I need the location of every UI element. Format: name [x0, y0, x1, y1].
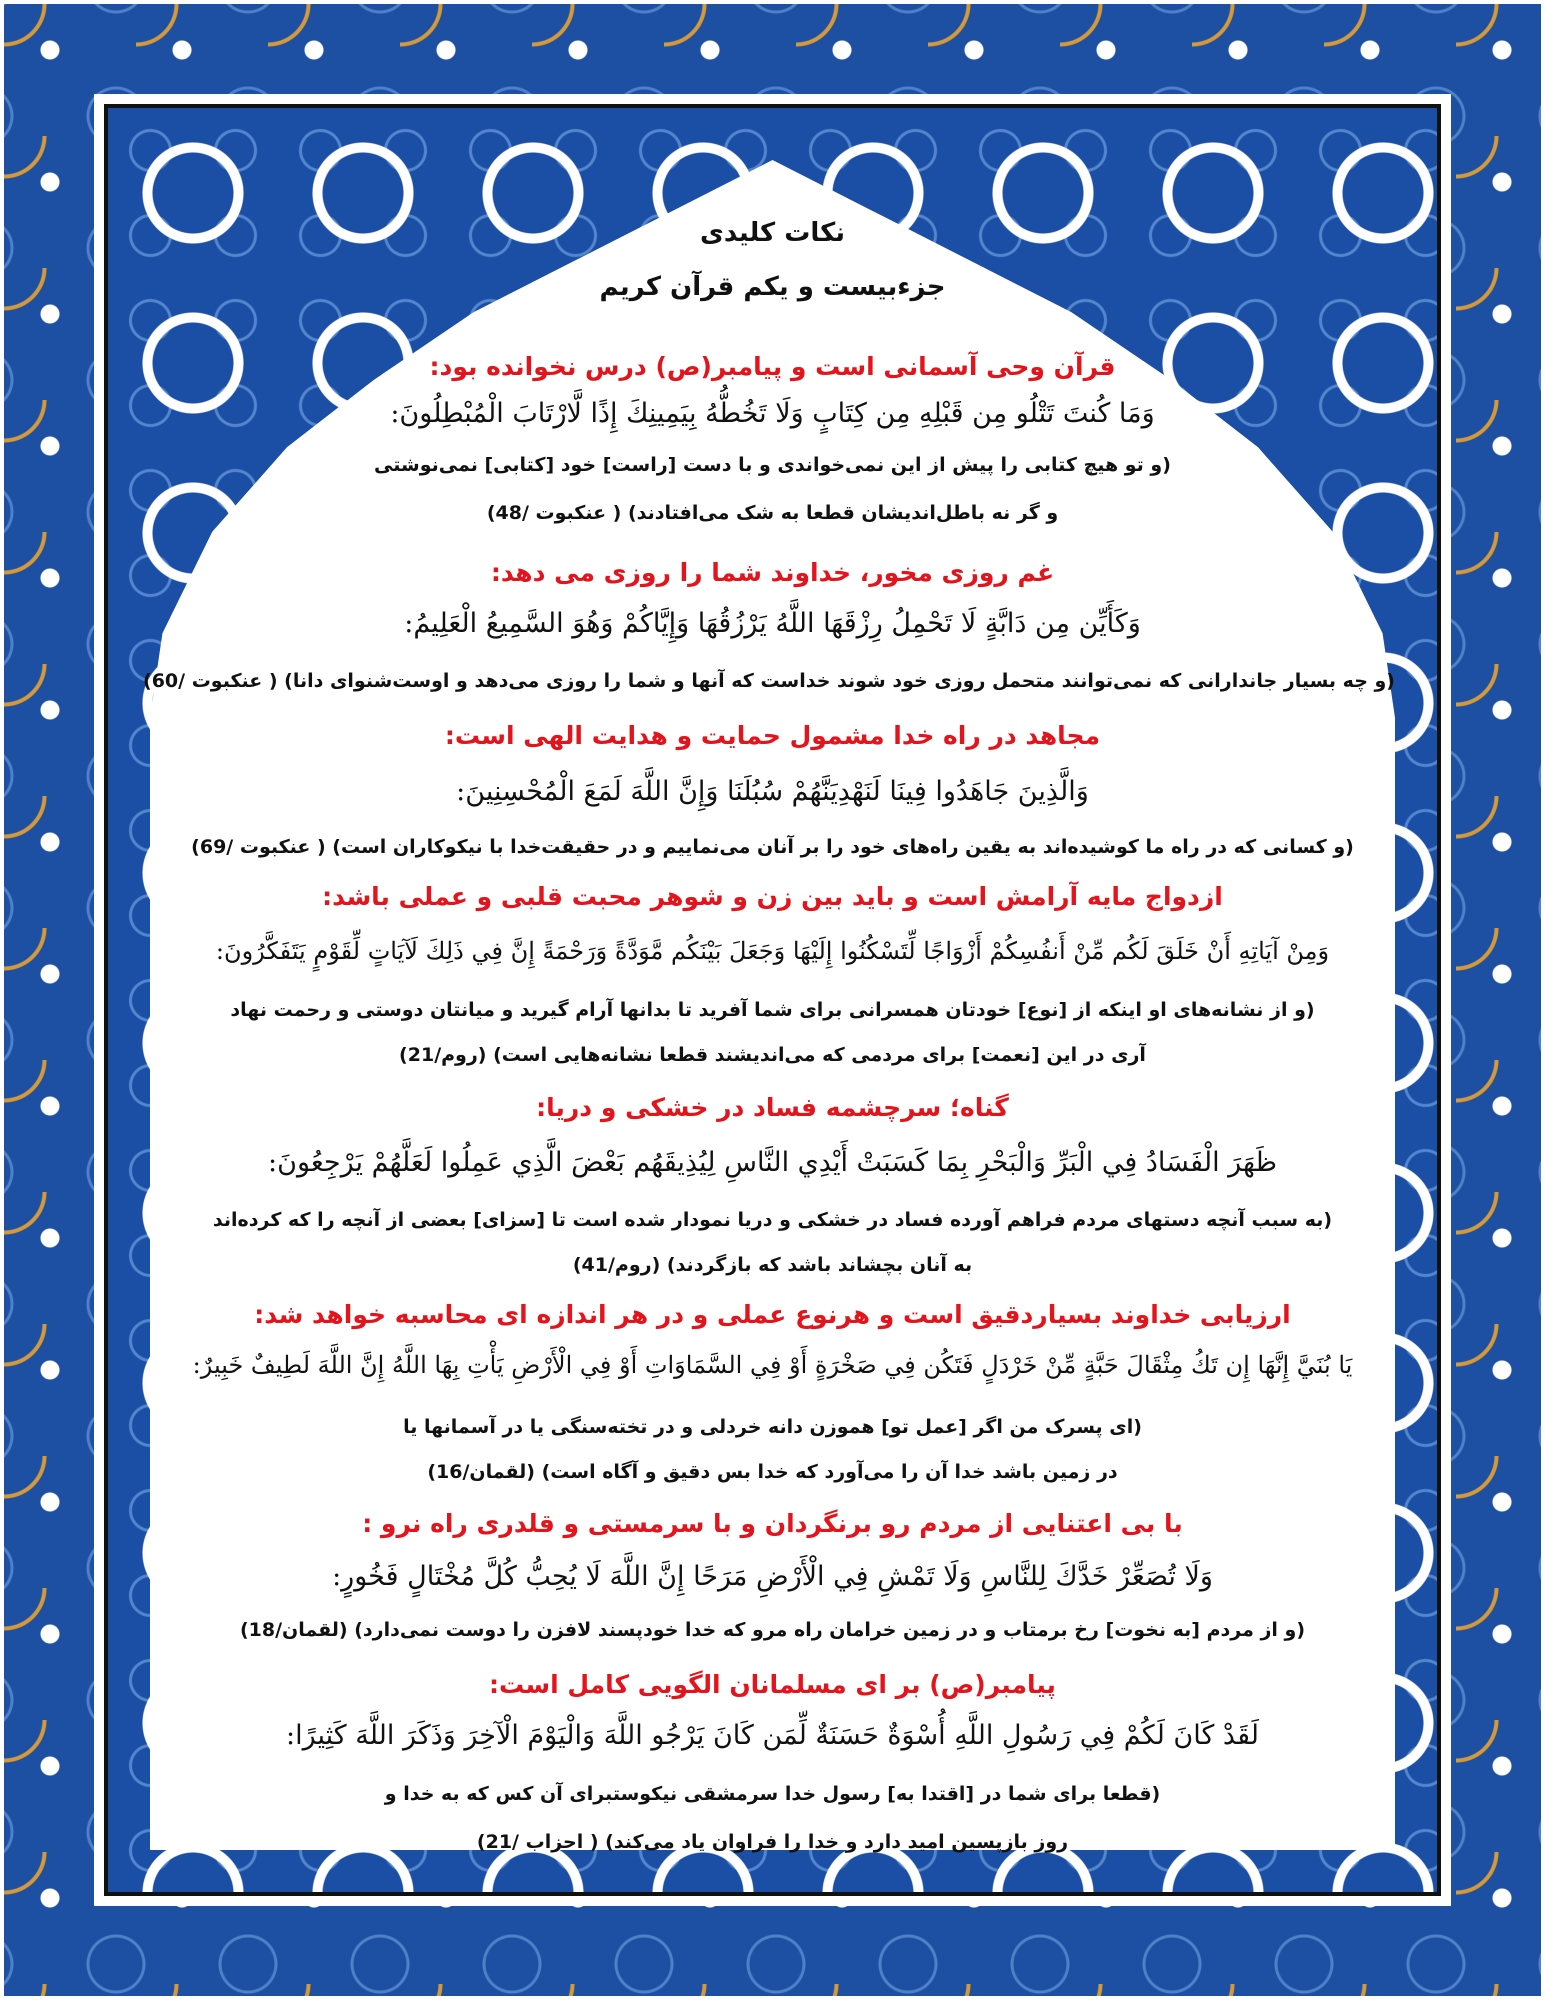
translation: (و تو هیچ کتابی را پیش از این نمی‌خواندی و با دست [راست] خود [کتابی] نمی‌نوشتی [374, 454, 1171, 476]
verse: وَمَا كُنتَ تَتْلُو مِن قَبْلِهِ مِن كِتَابٍ وَلَا تَخُطُّهُ بِيَمِينِكَ إِذًا لَّارْتَابَ الْمُبْطِلُونَ: [390, 398, 1155, 429]
verse: وَالَّذِينَ جَاهَدُوا فِينَا لَنَهْدِيَنَّهُمْ سُبُلَنَا وَإِنَّ اللَّهَ لَمَعَ الْمُحْسِنِينَ: [456, 776, 1089, 807]
translation: آری در این [نعمت] برای مردمی که می‌اندیشند قطعا نشانه‌هایی است) (روم/21) [399, 1044, 1146, 1066]
verse: وَلَا تُصَعِّرْ خَدَّكَ لِلنَّاسِ وَلَا تَمْشِ فِي الْأَرْضِ مَرَحًا إِنَّ اللَّهَ لَا يُحِبُّ كُلَّ مُخْتَالٍ فَخُورٍ: [332, 1561, 1213, 1592]
translation: (و کسانی که در راه ما کوشیده‌اند به یقین راه‌های خود را بر آنان می‌نماییم و در حقیقت‌خدا با نیکوکاران است) ( عنکبوت /69) [191, 836, 1354, 858]
section-heading: با بی اعتنایی از مردم رو برنگردان و با سرمستی و قلدری راه نرو : [362, 1509, 1183, 1538]
translation: در زمین باشد خدا آن را می‌آورد که خدا بس دقیق و آگاه است) (لقمان/16) [427, 1461, 1118, 1483]
page-title: نکات کلیدی [699, 218, 846, 248]
page-subtitle: جزءبیست و یکم قرآن کریم [599, 272, 946, 302]
verse: وَكَأَيِّن مِن دَابَّةٍ لَا تَحْمِلُ رِزْقَهَا اللَّهُ يَرْزُقُهَا وَإِيَّاكُمْ وَهُوَ السَّمِيعُ الْعَلِيمُ: [404, 608, 1141, 639]
section-heading: مجاهد در راه خدا مشمول حمایت و هدایت الهی است: [444, 721, 1101, 750]
section-heading: ارزیابی خداوند بسیاردقیق است و هرنوع عملی و در هر اندازه ای محاسبه خواهد شد: [254, 1300, 1291, 1329]
translation: روز بازپسین امید دارد و خدا را فراوان یاد می‌کند) ( احزاب /21) [476, 1831, 1069, 1853]
translation: (و از نشانه‌های او اینکه از [نوع] خودتان همسرانی برای شما آفرید تا بدانها آرام گیرید و میانتان دوستی و رحمت نهاد [230, 999, 1315, 1021]
verse: يَا بُنَيَّ إِنَّهَا إِن تَكُ مِثْقَالَ حَبَّةٍ مِّنْ خَرْدَلٍ فَتَكُن فِي صَخْرَةٍ أَوْ فِي السَّمَاوَاتِ أَوْ فِي الْأَرْضِ يَأْتِ بِهَا اللَّهُ إِنَّ اللَّهَ لَطِيفٌ خَبِيرٌ: [192, 1351, 1353, 1379]
translation: (و چه بسیار جاندارانی که نمی‌توانند متحمل روزی خود شوند خداست که آنها و شما را روزی می‌دهد و اوست‌شنوای دانا) ( عنکبوت /60) [143, 670, 1395, 692]
section-heading: ازدواج مایه آرامش است و باید بین زن و شوهر محبت قلبی و عملی باشد: [322, 882, 1223, 911]
section-heading: گناه؛ سرچشمه فساد در خشکی و دریا: [536, 1093, 1009, 1122]
translation: (قطعا برای شما در [اقتدا به] رسول خدا سرمشقی نیکوستبرای آن کس که به خدا و [384, 1783, 1161, 1805]
verse: ظَهَرَ الْفَسَادُ فِي الْبَرِّ وَالْبَحْرِ بِمَا كَسَبَتْ أَيْدِي النَّاسِ لِيُذِيقَهُم بَعْضَ الَّذِي عَمِلُوا لَعَلَّهُمْ يَرْجِعُونَ: [268, 1147, 1277, 1178]
translation: و گر نه باطل‌اندیشان قطعا به شک می‌افتادند) ( عنکبوت /48) [486, 502, 1059, 524]
translation: (ای پسرک من اگر [عمل تو] هموزن دانه خردلی و در تخته‌سنگی یا در آسمانها یا [403, 1416, 1142, 1438]
verse: وَمِنْ آيَاتِهِ أَنْ خَلَقَ لَكُم مِّنْ أَنفُسِكُمْ أَزْوَاجًا لِّتَسْكُنُوا إِلَيْهَا وَجَعَلَ بَيْنَكُم مَّوَدَّةً وَرَحْمَةً إِنَّ فِي ذَلِكَ لَآيَاتٍ لِّقَوْمٍ يَتَفَكَّرُونَ: [215, 937, 1330, 965]
translation: (به سبب آنچه دستهای مردم فراهم آورده فساد در خشکی و دریا نمودار شده است تا [سزای] بعضی از آنچه را که کرده‌اند [212, 1209, 1333, 1231]
translation: به آنان بچشاند باشد که بازگردند) (روم/41) [572, 1254, 973, 1276]
verse: لَقَدْ كَانَ لَكُمْ فِي رَسُولِ اللَّهِ أُسْوَةٌ حَسَنَةٌ لِّمَن كَانَ يَرْجُو اللَّهَ وَالْيَوْمَ الْآخِرَ وَذَكَرَ اللَّهَ كَثِيرًا: [286, 1720, 1259, 1751]
translation: (و از مردم [به نخوت] رخ برمتاب و در زمین خرامان راه مرو که خدا خودپسند لافزن را دوست نمی‌دارد) (لقمان/18) [239, 1619, 1306, 1641]
section-heading: پیامبر(ص) بر ای مسلمانان الگویی کامل است: [489, 1670, 1056, 1699]
section-heading: قرآن وحی آسمانی است و پیامبر(ص) درس نخوانده بود: [429, 352, 1116, 381]
section-heading: غم روزی مخور، خداوند شما را روزی می دهد: [490, 558, 1055, 587]
